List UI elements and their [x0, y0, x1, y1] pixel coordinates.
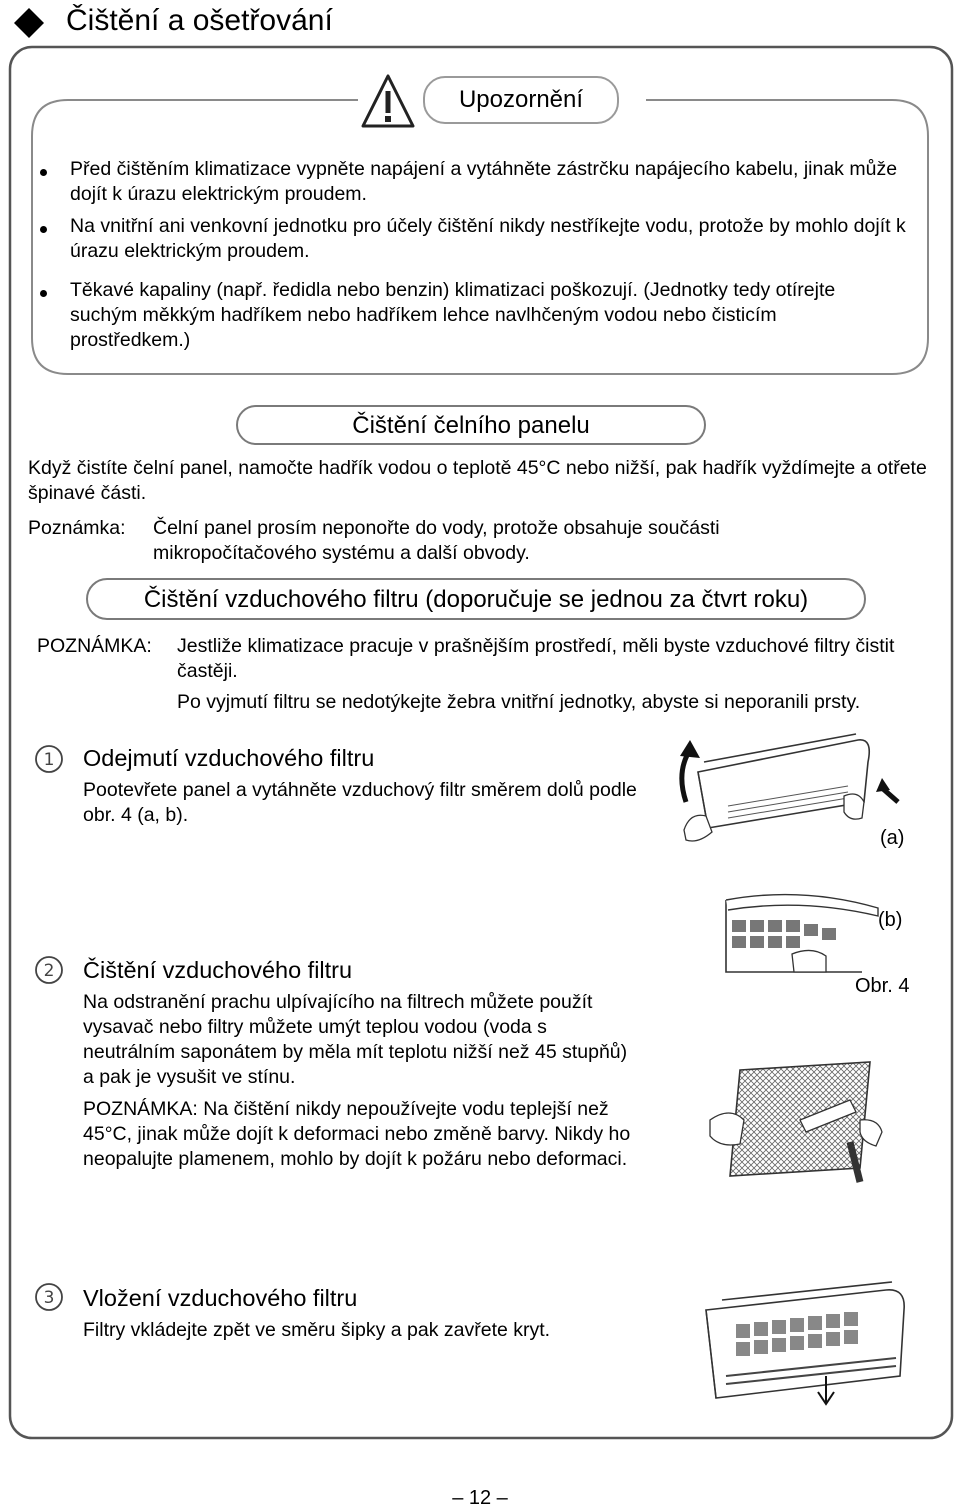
step-2-text: Na odstranění prachu ulpívajícího na filtrech můžete použít vysavač nebo filtry můžete umýt teplou vodou (voda s neutrálním saponátem by měla mít teplotu nižší než 45 stupňů) a pak je vysušit ve stínu.: [83, 991, 628, 1088]
step-3-text: Filtry vkládejte zpět ve směru šipky a pak zavřete kryt.: [83, 1319, 551, 1341]
step-2-number-icon: [34, 955, 64, 985]
step-1-text: Pootevřete panel a vytáhněte vzduchový filtr směrem dolů podle obr. 4 (a, b).: [83, 779, 637, 826]
front-panel-heading: Čištění čelního panelu: [236, 405, 706, 445]
front-panel-note-label: Poznámka:: [28, 517, 126, 539]
step-1-number: 1: [43, 750, 55, 770]
step-2-note: POZNÁMKA: Na čištění nikdy nepoužívejte vodu teplejší než 45°C, jinak může dojít k deformaci nebo změně barvy. Nikdy ho neopalujte plamenem, mohlo by dojít k požáru nebo deformaci.: [83, 1098, 631, 1170]
front-panel-note-text: Čelní panel prosím neponořte do vody, protože obsahuje součásti mikropočítačového systému a další obvody.: [153, 517, 720, 564]
warning-title: Upozornění: [423, 76, 619, 124]
step-3-number-icon: [34, 1282, 64, 1312]
filter-insertion-illustration: [696, 1280, 916, 1408]
step-1-number-icon: [34, 744, 64, 774]
figure-b-filter-removal-illustration: [722, 880, 882, 980]
figure-caption: Obr. 4: [855, 975, 910, 997]
section-diamond-icon: [14, 8, 44, 38]
air-filter-note-label: POZNÁMKA:: [37, 635, 152, 657]
bullet-dot-icon: [40, 226, 47, 233]
figure-b-label: (b): [878, 909, 903, 931]
step-3-number: 3: [43, 1288, 55, 1308]
air-filter-note-text-1: Jestliže klimatizace pracuje v prašnějším prostředí, měli byste vzduchové filtry čistit častěji.: [177, 635, 895, 682]
air-filter-note-text-2: Po vyjmutí filtru se nedotýkejte žebra vnitřní jednotky, abyste si neporanili prsty.: [177, 691, 861, 713]
filter-cleaning-illustration: [700, 1060, 890, 1190]
bullet-dot-icon: [40, 169, 47, 176]
warning-bullet-2: Na vnitřní ani venkovní jednotku pro účely čištění nikdy nestříkejte vodu, protože by mohlo dojít k úrazu elektrickým proudem.: [70, 215, 906, 262]
warning-triangle-icon: [360, 72, 416, 130]
step-2-title: Čištění vzduchového filtru: [83, 957, 353, 983]
air-filter-heading: Čištění vzduchového filtru (doporučuje se jednou za čtvrt roku): [86, 578, 866, 620]
page-title: Čištění a ošetřování: [66, 4, 333, 37]
figure-a-label: (a): [880, 827, 905, 849]
front-panel-text: Když čistíte čelní panel, namočte hadřík vodou o teplotě 45°C nebo nižší, pak hadřík vyždímejte a otřete špinavé části.: [28, 457, 927, 504]
step-1-title: Odejmutí vzduchového filtru: [83, 745, 375, 771]
page-number: – 12 –: [452, 1487, 508, 1509]
warning-bullet-3: Těkavé kapaliny (např. ředidla nebo benzin) klimatizaci poškozují. (Jednotky tedy otírejte suchým měkkým hadříkem nebo hadříkem lehce navlhčeným vodou nebo čisticím prostředkem.): [70, 279, 836, 351]
warning-bullet-1: Před čištěním klimatizace vypněte napájení a vytáhněte zástrčku napájecího kabelu, jinak může dojít k úrazu elektrickým proudem.: [70, 158, 898, 205]
step-2-number: 2: [43, 961, 55, 981]
bullet-dot-icon: [40, 290, 47, 297]
step-3-title: Vložení vzduchového filtru: [83, 1285, 358, 1311]
